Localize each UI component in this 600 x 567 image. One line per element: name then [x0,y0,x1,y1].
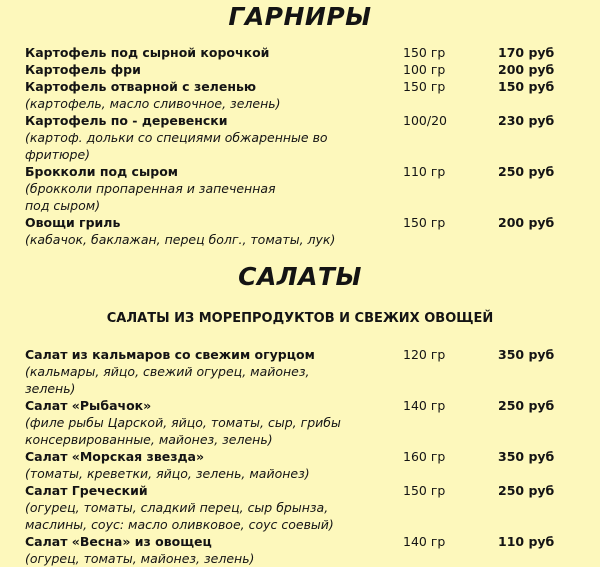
menu-item-weight: 100 гр [403,62,446,77]
menu-item-row [25,112,585,129]
menu-item-row [25,346,585,363]
menu-item-name: Картофель по - деревенски [25,113,228,128]
menu-item-description: (кабачок, баклажан, перец болг., томаты, лук) [25,232,336,247]
menu-item-price: 350 руб [498,449,555,464]
menu-item-price: 250 руб [498,164,555,179]
menu-item-row [25,61,585,78]
menu-item-weight: 120 гр [403,347,446,362]
section-title-salads: САЛАТЫ [238,262,362,291]
menu-item-description: (брокколи пропаренная и запеченная под сыром) [25,181,276,213]
menu-item [25,163,585,214]
menu-item-name: Салат Греческий [25,483,148,498]
menu-item-name: Овощи гриль [25,215,121,230]
menu-item-weight: 110 гр [403,164,446,179]
menu-item-name: Картофель фри [25,62,141,77]
menu-item [25,78,585,112]
menu-item-description: (томаты, креветки, яйцо, зелень, майонез) [25,466,310,481]
menu-item-description: (кальмары, яйцо, свежий огурец, майонез, зелень) [25,364,310,396]
salads-subheading: САЛАТЫ ИЗ МОРЕПРОДУКТОВ И СВЕЖИХ ОВОЩЕЙ [106,311,494,326]
menu-item-name: Салат «Морская звезда» [25,449,205,464]
menu-item-weight: 160 гр [403,449,446,464]
menu-item-description: (огурец, томаты, майонез, зелень) [25,551,255,566]
menu-item-description: (филе рыбы Царской, яйцо, томаты, сыр, грибы консервированные, майонез, зелень) [25,415,341,447]
menu-item-weight: 150 гр [403,45,446,60]
menu-item-weight: 150 гр [403,79,446,94]
menu-item-weight: 150 гр [403,483,446,498]
menu-item-name: Брокколи под сыром [25,164,179,179]
menu-item-row [25,44,585,61]
menu-item-description: (картофель, масло сливочное, зелень) [25,96,281,111]
menu-item-row [25,163,585,180]
menu-item [25,214,585,248]
menu-item-row [25,482,585,499]
menu-item-row [25,533,585,550]
menu-item-price: 200 руб [498,215,555,230]
menu-item-row [25,448,585,465]
menu-item-row [25,78,585,95]
menu-item [25,112,585,163]
garnish-list [25,44,585,248]
salads-list [25,346,585,567]
menu-item-weight: 140 гр [403,534,446,549]
menu-item [25,482,585,533]
menu-item [25,61,585,78]
menu-item-name: Салат из кальмаров со свежим огурцом [25,347,315,362]
menu-item-weight: 150 гр [403,215,446,230]
menu-item-name: Салат «Весна» из овощец [25,534,212,549]
menu-item-price: 170 руб [498,45,555,60]
menu-item-name: Картофель отварной с зеленью [25,79,257,94]
menu-item [25,448,585,482]
menu-item-name: Салат «Рыбачок» [25,398,152,413]
menu-item-name: Картофель под сырной корочкой [25,45,270,60]
menu-item-price: 200 руб [498,62,555,77]
menu-item-price: 150 руб [498,79,555,94]
menu-item [25,346,585,397]
menu-item-row [25,397,585,414]
menu-item-price: 250 руб [498,398,555,413]
menu-item-weight: 100/20 [403,113,447,128]
menu-item-price: 350 руб [498,347,555,362]
menu-item-description: (огурец, томаты, сладкий перец, сыр брынза, маслины, соус: масло оливковое, соус соевый) [25,500,334,532]
menu-item [25,533,585,567]
menu-item-weight: 140 гр [403,398,446,413]
menu-item-description: (картоф. дольки со специями обжаренные во фритюре) [25,130,328,162]
menu-item-price: 230 руб [498,113,555,128]
section-title-garnish: ГАРНИРЫ [228,2,372,31]
menu-item [25,397,585,448]
menu-item-row [25,214,585,231]
menu-item [25,44,585,61]
menu-item-price: 110 руб [498,534,555,549]
menu-item-price: 250 руб [498,483,555,498]
